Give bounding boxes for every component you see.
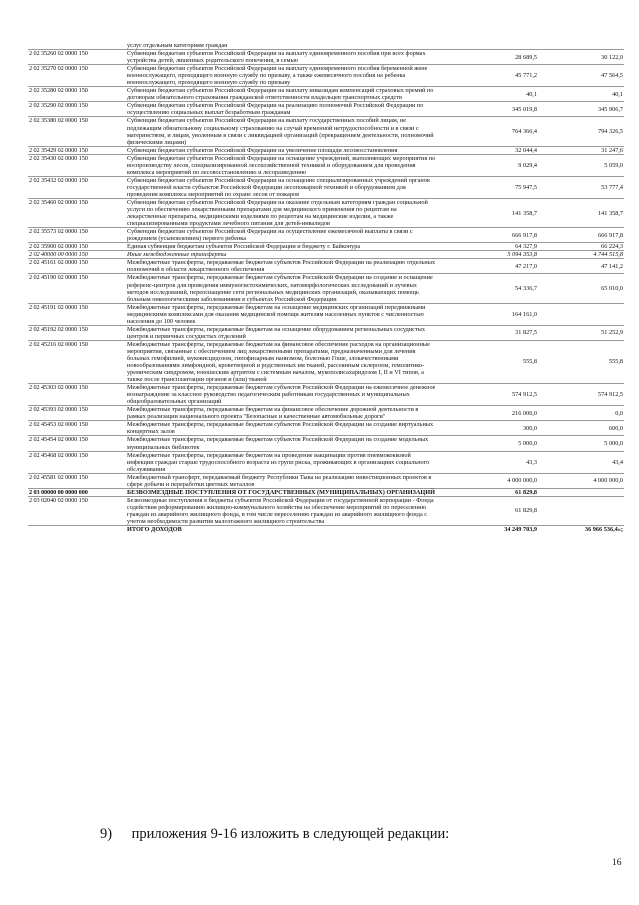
table-row [28,50,624,65]
budget-code-cell [28,42,126,50]
amount-2024-cell: 141 358,7 [538,198,624,227]
amount-2024-cell [538,303,624,325]
table-row [28,154,624,176]
table-row [28,146,624,154]
amount-2024-cell: 4 744 515,8 [538,251,624,259]
income-name-cell: Межбюджетный трансферт, передаваемый бюджету Республики Тыва на реализацию инвестиционных проектов в сфере добычи и переработки цветных металлов [126,473,438,488]
amount-2023-cell: 216 000,0 [438,406,538,421]
amount-2023-cell: 54 336,7 [438,274,538,303]
table-row [28,117,624,146]
income-name-cell: Субвенции бюджетам субъектов Российской Федерации на выплату инвалидам компенсаций страховых премий по договорам обязательного страхования гражданской ответственности владельцев транспортных средств [126,87,438,102]
table-row [28,251,624,259]
table-row [28,228,624,243]
budget-code-cell: 2 02 45190 02 0000 150 [28,274,126,303]
amount-2023-cell: 75 947,5 [438,176,538,198]
table-row [28,496,624,525]
table-row [28,243,624,251]
amount-2024-cell [538,496,624,525]
budget-code-cell: 2 02 35573 02 0000 150 [28,228,126,243]
amount-2023-cell: 764 366,4 [438,117,538,146]
table-row [28,384,624,406]
income-name-cell: Субвенции бюджетам субъектов Российской Федерации на осуществление ежемесячной выплаты в связи с рождением (усыновлением) первого ребенка [126,228,438,243]
table-row [28,325,624,340]
budget-code-cell: 2 03 02040 02 0000 150 [28,496,126,525]
amount-2024-cell: 794 326,5 [538,117,624,146]
amount-2024-cell: 574 912,5 [538,384,624,406]
budget-code-cell: 2 02 35429 02 0000 150 [28,146,126,154]
amount-2023-cell: 43,3 [438,451,538,473]
revenue-table [28,42,624,533]
budget-code-cell: 2 02 35260 02 0000 150 [28,50,126,65]
income-name-cell: Межбюджетные трансферты, передаваемые бюджетам субъектов Российской Федерации на создание модельных муниципальных библиотек [126,436,438,451]
income-name-cell: Субвенции бюджетам субъектов Российской Федерации на выплату государственных пособий лицам, не подлежащим обязательному социальному страхованию на случай временной нетрудоспособности и в связи с материнством, и лицам, уволенным в связи с ликвидацией организаций (прекращением деятельности, полномочий физическими лицами) [126,117,438,146]
budget-code-cell [28,526,126,534]
income-name-cell: Межбюджетные трансферты, передаваемые бюджетам на оснащение медицинских организаций передвижными медицинскими комплексами для оказания медицинской помощи жителям населенных пунктов с численностью населения до 100 человек [126,303,438,325]
amount-2023-cell [438,42,538,50]
amount-2024-cell: 0,0 [538,406,624,421]
amount-2024-cell: 600,0 [538,421,624,436]
budget-code-cell: 2 02 45393 02 0000 150 [28,406,126,421]
income-name-cell: Межбюджетные трансферты, передаваемые бюджетам на проведение вакцинации против пневмококковой инфекции граждан старше трудоспособного возраста из групп риска, проживающих в организациях социального обслуживания [126,451,438,473]
amount-2024-cell: 5 000,0 [538,436,624,451]
income-name-cell: Единая субвенция бюджетам субъектов Российской Федерации и бюджету г. Байконура [126,243,438,251]
income-name-cell: БЕЗВОЗМЕЗДНЫЕ ПОСТУПЛЕНИЯ ОТ ГОСУДАРСТВЕННЫХ (МУНИЦИПАЛЬНЫХ) ОРГАНИЗАЦИЙ [126,488,438,496]
income-name-cell: Субвенции бюджетам субъектов Российской Федерации на выплату единовременного пособия беременной жене военнослужащего, проходящего военную службу по призыву, а также ежемесячного пособия на ребенка военнослужащего, проходящего военную службу по призыву [126,65,438,87]
amount-2024-cell [538,488,624,496]
budget-code-cell: 2 02 35270 02 0000 150 [28,65,126,87]
instruction-text: приложения 9-16 изложить в следующей редакции: [131,826,450,842]
instruction-number: 9) [100,826,113,842]
income-name-cell: Межбюджетные трансферты, передаваемые бюджетам на оснащение оборудованием региональных сосудистых центров и первичных сосудистых отделений [126,325,438,340]
budget-code-cell: 2 02 35432 02 0000 150 [28,176,126,198]
table-row [28,436,624,451]
amount-2023-cell: 28 689,5 [438,50,538,65]
budget-code-cell: 2 02 45192 02 0000 150 [28,325,126,340]
table-row [28,473,624,488]
income-name-cell: Безвозмездные поступления в бюджеты субъектов Российской Федерации от государственной корпорации - Фонда содействия реформированию жилищно-коммунального хозяйства на обеспечение мероприятий по переселению граждан из аварийного жилищного фонда, в том числе переселению граждан из аварийного жилищного фонда с учетом необходимости развития малоэтажного жилищного строительства [126,496,438,525]
amount-2023-cell: 555,8 [438,340,538,383]
income-name-cell: Иные межбюджетные трансферты [126,251,438,259]
income-name-cell: Межбюджетные трансферты, передаваемые бюджетам субъектов Российской Федерации на ежемесячное денежное вознаграждение за классное руководство педагогическим работникам государственных и муниципальных общеобразовательных организаций [126,384,438,406]
income-name-cell: Субвенции бюджетам субъектов Российской Федерации на оснащение специализированных учреждений органов государственной власти субъектов Российской Федерации лесопожарной техникой и оборудованием для проведения комплекса мероприятий по охране лесов от пожаров [126,176,438,198]
budget-code-cell: 2 02 35900 02 0000 150 [28,243,126,251]
table-row [28,451,624,473]
budget-code-cell: 2 02 45303 02 0000 150 [28,384,126,406]
amendment-instruction [100,826,449,843]
amount-2023-cell: 64 327,9 [438,243,538,251]
amount-2024-cell: 47 141,2 [538,259,624,274]
table-row [28,102,624,117]
table-row [28,421,624,436]
amount-2023-cell: 61 829,8 [438,496,538,525]
table-row [28,259,624,274]
budget-code-cell: 2 02 45468 02 0000 150 [28,451,126,473]
amount-2024-cell: 65 010,0 [538,274,624,303]
income-name-cell: Субвенции бюджетам субъектов Российской Федерации на реализацию полномочий Российской Федерации по осуществлению социальных выплат безработным гражданам [126,102,438,117]
table-row [28,198,624,227]
budget-code-cell: 2 02 35430 02 0000 150 [28,154,126,176]
table-row [28,176,624,198]
table-row [28,65,624,87]
income-name-cell: Межбюджетные трансферты, передаваемые бюджетам субъектов Российской Федерации на создание виртуальных концертных залов [126,421,438,436]
amount-2023-cell: 4 000 000,0 [438,473,538,488]
amount-2023-cell: 141 358,7 [438,198,538,227]
income-name-cell: Межбюджетные трансферты, передаваемые бюджетам на финансовое обеспечение расходов на организационные мероприятия, связанные с обеспечением лиц лекарственными препаратами, предназначенными для лечения больных гемофилией, муковисцидозом, гипофизарным нанизмом, болезнью Гоше, злокачественными новообразованиями лимфоидной, кроветворной и родственных им тканей, рассеянным склерозом, гемолитико-уремическим синдромом, юношеским артритом с системным началом, мукополисахаридозом I, II и VI типов, а также после трансплантации органов и (или) тканей [126,340,438,383]
amount-2023-cell: 34 249 703,9 [438,526,538,534]
amount-2023-cell: 345 019,8 [438,102,538,117]
amount-2023-cell: 164 161,0 [438,303,538,325]
budget-code-cell: 2 02 45191 02 0000 150 [28,303,126,325]
page-number: 16 [612,858,622,868]
budget-code-cell: 2 02 45581 02 0000 150 [28,473,126,488]
income-name-cell: Субвенции бюджетам субъектов Российской Федерации на оказание отдельным категориям граждан социальной услуги по обеспечению лекарственными препаратами для медицинского применения по рецептам на лекарственные препараты, медицинскими изделиями по рецептам на медицинские изделия, а также специализированными продуктами лечебного питания для детей-инвалидов [126,198,438,227]
amount-2023-cell: 9 029,4 [438,154,538,176]
amount-2024-cell: 66 224,3 [538,243,624,251]
amount-2024-cell: 53 777,4 [538,176,624,198]
amount-2023-cell: 40,1 [438,87,538,102]
amount-2023-cell: 61 829,8 [438,488,538,496]
budget-code-cell: 2 02 35380 02 0000 150 [28,117,126,146]
budget-code-cell: 2 02 40000 00 0000 150 [28,251,126,259]
amount-2024-cell: 555,8 [538,340,624,383]
amount-2023-cell: 666 917,8 [438,228,538,243]
budget-code-cell: 2 02 35290 02 0000 150 [28,102,126,117]
budget-code-cell: 2 02 35460 02 0000 150 [28,198,126,227]
income-name-cell: Субвенции бюджетам субъектов Российской Федерации на выплату единовременного пособия при всех формах устройства детей, лишенных родительского попечения, в семью [126,50,438,65]
budget-code-cell: 2 02 45161 02 0000 150 [28,259,126,274]
amount-2024-cell: 30 122,0 [538,50,624,65]
amount-2024-cell: 345 906,7 [538,102,624,117]
income-name-cell: Субвенции бюджетам субъектов Российской Федерации на оснащение учреждений, выполняющих мероприятия по воспроизводству лесов, специализированной лесохозяйственной техникой и оборудованием для проведения комплекса мероприятий по лесовосстановлению и лесоразведению [126,154,438,176]
amount-2024-cell [538,42,624,50]
table-row [28,406,624,421]
income-name-cell: Межбюджетные трансферты, передаваемые бюджетам на финансовое обеспечение дорожной деятельности в рамках реализации национального проекта "Безопасные и качественные автомобильные дороги" [126,406,438,421]
amount-2023-cell: 574 912,5 [438,384,538,406]
income-name-cell: услуг отдельным категориям граждан [127,42,228,49]
amount-2024-cell: 4 000 000,0 [538,473,624,488]
income-name-cell: Субвенции бюджетам субъектов Российской Федерации на увеличение площади лесовосстановления [126,146,438,154]
amount-2024-cell: 43,4 [538,451,624,473]
table-row [28,340,624,383]
amount-2023-cell: 47 217,0 [438,259,538,274]
revenue-table-body [28,42,624,533]
table-row [28,303,624,325]
amount-2023-cell: 5 000,0 [438,436,538,451]
amount-2023-cell: 45 771,2 [438,65,538,87]
amount-2024-cell: 51 252,9 [538,325,624,340]
budget-code-cell: 2 03 00000 00 0000 000 [28,488,126,496]
amount-2024-cell: 31 247,6 [538,146,624,154]
income-name-cell: ИТОГО ДОХОДОВ [126,526,438,534]
table-row [28,488,624,496]
amount-2024-cell: 36 966 536,4»; [538,526,624,534]
amount-2024-cell: 40,1 [538,87,624,102]
income-name-cell: Межбюджетные трансферты, передаваемые бюджетам субъектов Российской Федерации на создание и оснащение референс-центров для проведения иммуногистохимических, патоморфологических исследований и лучевых методов исследований, переоснащение сети региональных медицинских организаций, оказывающих помощь больным онкологическими заболеваниями в субъектах Российской Федерации [126,274,438,303]
budget-code-cell: 2 02 35280 02 0000 150 [28,87,126,102]
amount-2024-cell: 47 564,5 [538,65,624,87]
budget-code-cell: 2 02 45454 02 0000 150 [28,436,126,451]
amount-2023-cell: 300,0 [438,421,538,436]
amount-2024-cell: 666 917,8 [538,228,624,243]
table-row [28,274,624,303]
amount-2023-cell: 31 827,5 [438,325,538,340]
table-row [28,526,624,534]
table-row [28,42,624,50]
amount-2023-cell: 5 094 353,8 [438,251,538,259]
amount-2024-cell: 5 059,0 [538,154,624,176]
amount-2023-cell: 32 044,4 [438,146,538,154]
income-name-cell: Межбюджетные трансферты, передаваемые бюджетам субъектов Российской Федерации на реализацию отдельных полномочий в области лекарственного обеспечения [126,259,438,274]
budget-code-cell: 2 02 45216 02 0000 150 [28,340,126,383]
table-row [28,87,624,102]
budget-code-cell: 2 02 45453 02 0000 150 [28,421,126,436]
